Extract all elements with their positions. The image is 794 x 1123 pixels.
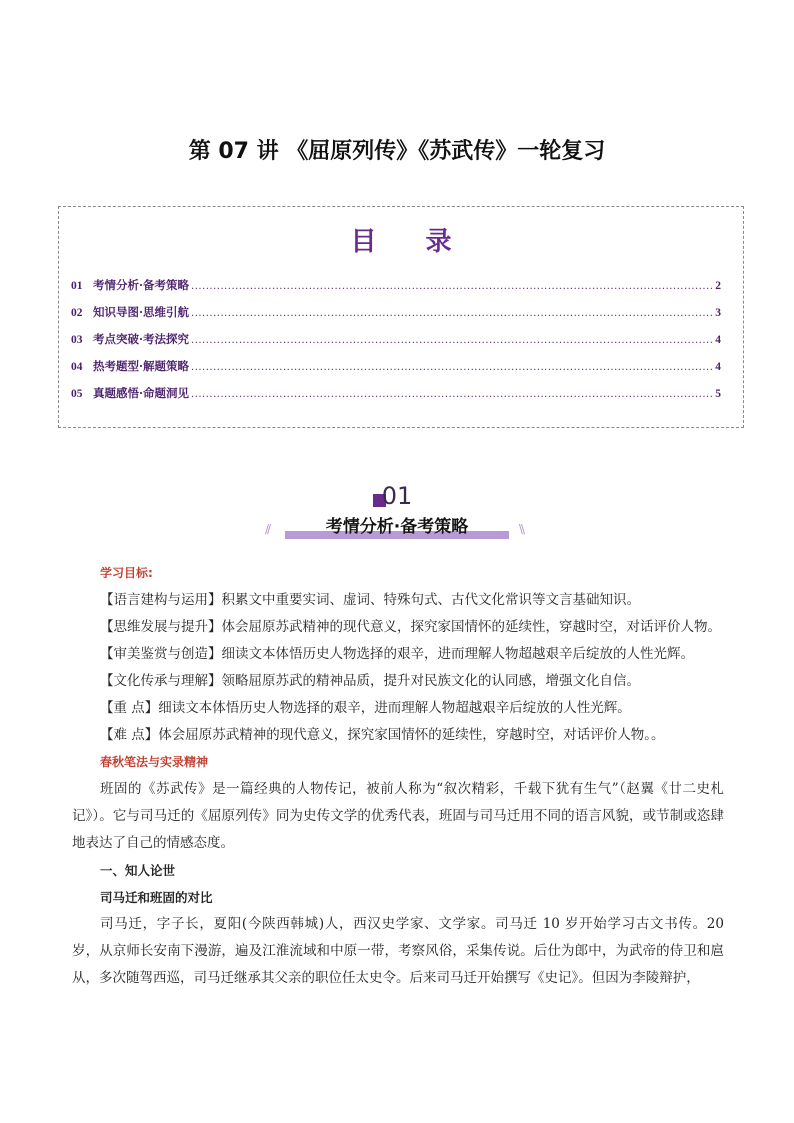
toc-item-page: 4	[715, 361, 721, 373]
toc-leader-dots	[191, 362, 714, 373]
toc-leader-dots	[191, 281, 714, 292]
toc-item-number: 03	[71, 334, 83, 346]
toc-heading: 目 录	[350, 227, 472, 257]
toc-item-number: 04	[71, 361, 83, 373]
toc-leader-dots	[191, 335, 714, 346]
toc-item-label: 考情分析·备考策略	[93, 278, 190, 292]
slash-decoration-left: //	[265, 522, 270, 536]
section-label: 考情分析·备考策略	[325, 517, 469, 537]
page-title: 第 07 讲 《屈原列传》《苏武传》一轮复习	[188, 139, 606, 164]
section-badge	[265, 482, 529, 548]
slash-decoration-right: \\	[518, 522, 523, 536]
learning-goals-title: 学习目标:	[100, 566, 153, 580]
goal-item: 【重 点】细读文本体悟历史人物选择的艰辛，进而理解人物超越艰辛后绽放的人性光辉。	[100, 700, 631, 716]
toc-item-number: 01	[71, 280, 83, 292]
toc-item-page: 3	[715, 307, 721, 319]
toc-item-5[interactable]	[71, 385, 721, 412]
goal-item: 【思维发展与提升】体会屈原苏武精神的现代意义，探究家国情怀的延续性，穿越时空，对话评价人物。	[100, 619, 721, 635]
goal-item: 【难 点】体会屈原苏武精神的现代意义，探究家国情怀的延续性，穿越时空，对话评价人物。。	[100, 727, 665, 743]
goal-item: 【文化传承与理解】领略屈原苏武的精神品质，提升对民族文化的认同感，增强文化自信。	[100, 673, 640, 689]
toc-item-page: 2	[715, 280, 721, 292]
sima-paragraph: 司马迁，字子长，夏阳(今陕西韩城)人，西汉史学家、文学家。司马迁 10 岁开始学习古文书传。20 岁，从京师长安南下漫游，遍及江淮流域和中原一带，考察风俗，采集传说。后仕为郎中，为武帝的侍卫和扈从，多次随驾西巡，司马迁继承其父亲的职位任太史令。后来司马迁开始撰写《史记》。但因为李陵辩护，	[72, 916, 724, 986]
table-of-contents	[58, 206, 744, 428]
goal-item: 【审美鉴赏与创造】细读文本体悟历史人物选择的艰辛，进而理解人物超越艰辛后绽放的人性光辉。	[100, 646, 694, 662]
goal-item: 【语言建构与运用】积累文中重要实词、虚词、特殊句式、古代文化常识等文言基础知识。	[100, 592, 640, 608]
part-heading: 一、知人论世	[100, 863, 176, 878]
toc-item-label: 热考题型·解题策略	[93, 359, 190, 373]
toc-item-page: 4	[715, 334, 721, 346]
toc-item-4[interactable]	[71, 358, 721, 385]
toc-list	[71, 277, 721, 412]
main-content	[72, 560, 724, 992]
toc-leader-dots	[191, 389, 714, 400]
compare-heading: 司马迁和班固的对比	[100, 890, 213, 905]
sub-heading: 春秋笔法与实录精神	[100, 755, 209, 769]
toc-item-label: 知识导图·思维引航	[93, 305, 190, 319]
toc-item-3[interactable]	[71, 331, 721, 358]
toc-leader-dots	[191, 308, 714, 319]
toc-item-page: 5	[715, 388, 721, 400]
toc-item-2[interactable]	[71, 304, 721, 331]
intro-paragraph: 班固的《苏武传》是一篇经典的人物传记，被前人称为“叙次精彩，千载下犹有生气”（赵翼《廿二史札记》）。它与司马迁的《屈原列传》同为史传文学的优秀代表，班固与司马迁用不同的语言风貌，或节制或恣肆地表达了自己的情感态度。	[72, 781, 724, 851]
section-number: 01	[381, 482, 413, 510]
toc-item-label: 真题感悟·命题洞见	[93, 386, 190, 400]
toc-item-1[interactable]	[71, 277, 721, 304]
toc-item-number: 05	[71, 388, 83, 400]
toc-item-label: 考点突破·考法探究	[93, 332, 190, 346]
toc-item-number: 02	[71, 307, 83, 319]
